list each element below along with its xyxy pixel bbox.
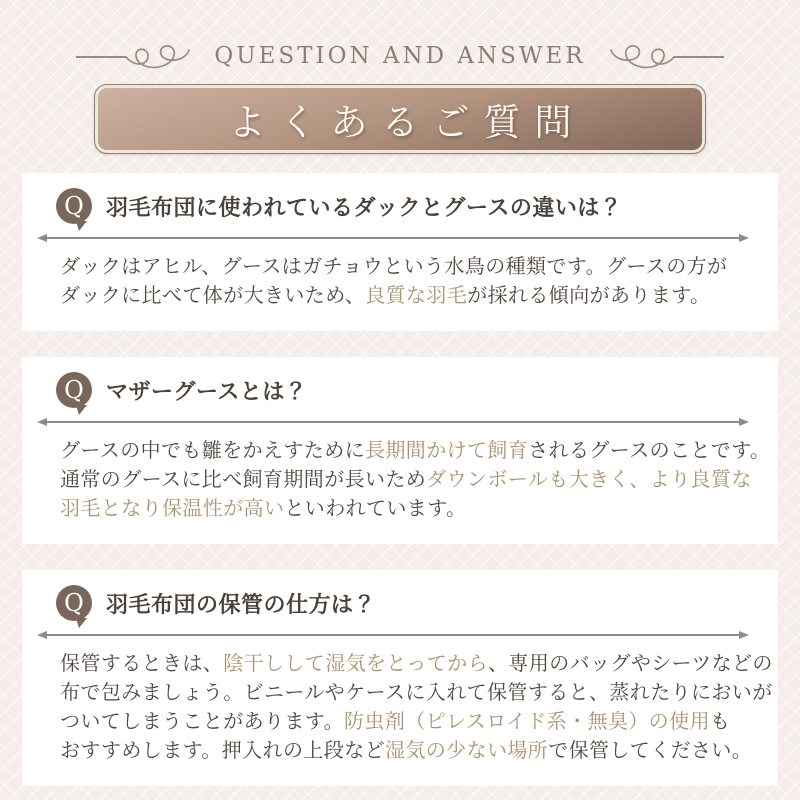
faq-answer [22, 636, 778, 765]
answer-text: も [710, 709, 731, 733]
answer-line [60, 678, 773, 707]
answer-text: おすすめします。押入れの上段など [60, 738, 385, 762]
question-bubble-icon [56, 372, 92, 408]
highlighted-text: ダウンボールも大きく、より良質な [426, 467, 752, 491]
faq-question: 羽毛布団の保管の仕方は？ [106, 591, 377, 618]
arrow-divider [46, 237, 740, 239]
faq-card [22, 357, 778, 544]
answer-text: ついてしまうことがあります。 [60, 709, 344, 733]
arrow-divider [46, 634, 740, 636]
highlighted-text: 良質な羽毛 [365, 283, 468, 307]
highlighted-text: 陰干しして湿気をとってから [223, 651, 489, 675]
flourish-swirl-right-icon [602, 39, 724, 73]
faq-title-banner-fill [98, 88, 702, 150]
highlighted-text: 長期間かけて飼育 [365, 438, 529, 462]
faq-card [22, 570, 778, 786]
question-row [22, 583, 778, 623]
faq-question: 羽毛布団に使われているダックとグースの違いは？ [106, 194, 623, 221]
faq-list [0, 173, 800, 786]
answer-text: といわれています。 [284, 496, 467, 520]
answer-text: 、専用のバッグやシーツなどの [488, 651, 773, 675]
faq-question: マザーグースとは？ [106, 378, 308, 405]
answer-text: 保管するときは、 [60, 651, 224, 675]
answer-line [60, 465, 752, 494]
answer-text: が採れる傾向があります。 [467, 283, 711, 307]
section-header [0, 0, 800, 74]
eyebrow-text: QUESTION AND ANSWER [214, 43, 586, 69]
highlighted-text: 湿気の少ない場所 [385, 738, 549, 762]
answer-text: 布で包みましょう。ビニールやケースに入れて保管すると、蒸れたりにおいが [60, 680, 773, 704]
answer-text: ダックに比べて体が大きいため、 [60, 283, 366, 307]
q-badge-letter: Q [64, 376, 84, 404]
answer-text: で保管してください。 [548, 738, 753, 762]
q-badge-letter: Q [64, 192, 84, 220]
q-badge-letter: Q [64, 589, 84, 617]
answer-text: ダックはアヒル、グースはガチョウという水鳥の種類です。グースの方が [60, 254, 728, 278]
answer-text: グースの中でも雛をかえすために [60, 438, 365, 462]
answer-line [60, 252, 740, 281]
question-bubble-icon [56, 585, 92, 621]
page-title: よくあるご質問 [228, 101, 586, 144]
faq-answer [22, 239, 778, 310]
arrow-divider [46, 421, 740, 423]
flourish-swirl-left-icon [76, 39, 198, 73]
faq-card [22, 173, 778, 331]
answer-line [60, 494, 740, 523]
answer-line [60, 736, 753, 765]
question-row [22, 186, 778, 226]
faq-answer [22, 423, 778, 523]
answer-text: されるグースのことです。 [528, 438, 771, 462]
faq-title-banner [94, 84, 706, 154]
answer-line [60, 436, 771, 465]
answer-line [60, 707, 740, 736]
answer-line [60, 649, 773, 678]
question-row [22, 370, 778, 410]
question-bubble-icon [56, 188, 92, 224]
answer-line [60, 281, 740, 310]
highlighted-text: 防虫剤（ピレスロイド系・無臭）の使用 [344, 709, 710, 733]
answer-text: 通常のグースに比べ飼育期間が長いため [60, 467, 427, 491]
highlighted-text: 羽毛となり保温性が高い [60, 496, 285, 520]
